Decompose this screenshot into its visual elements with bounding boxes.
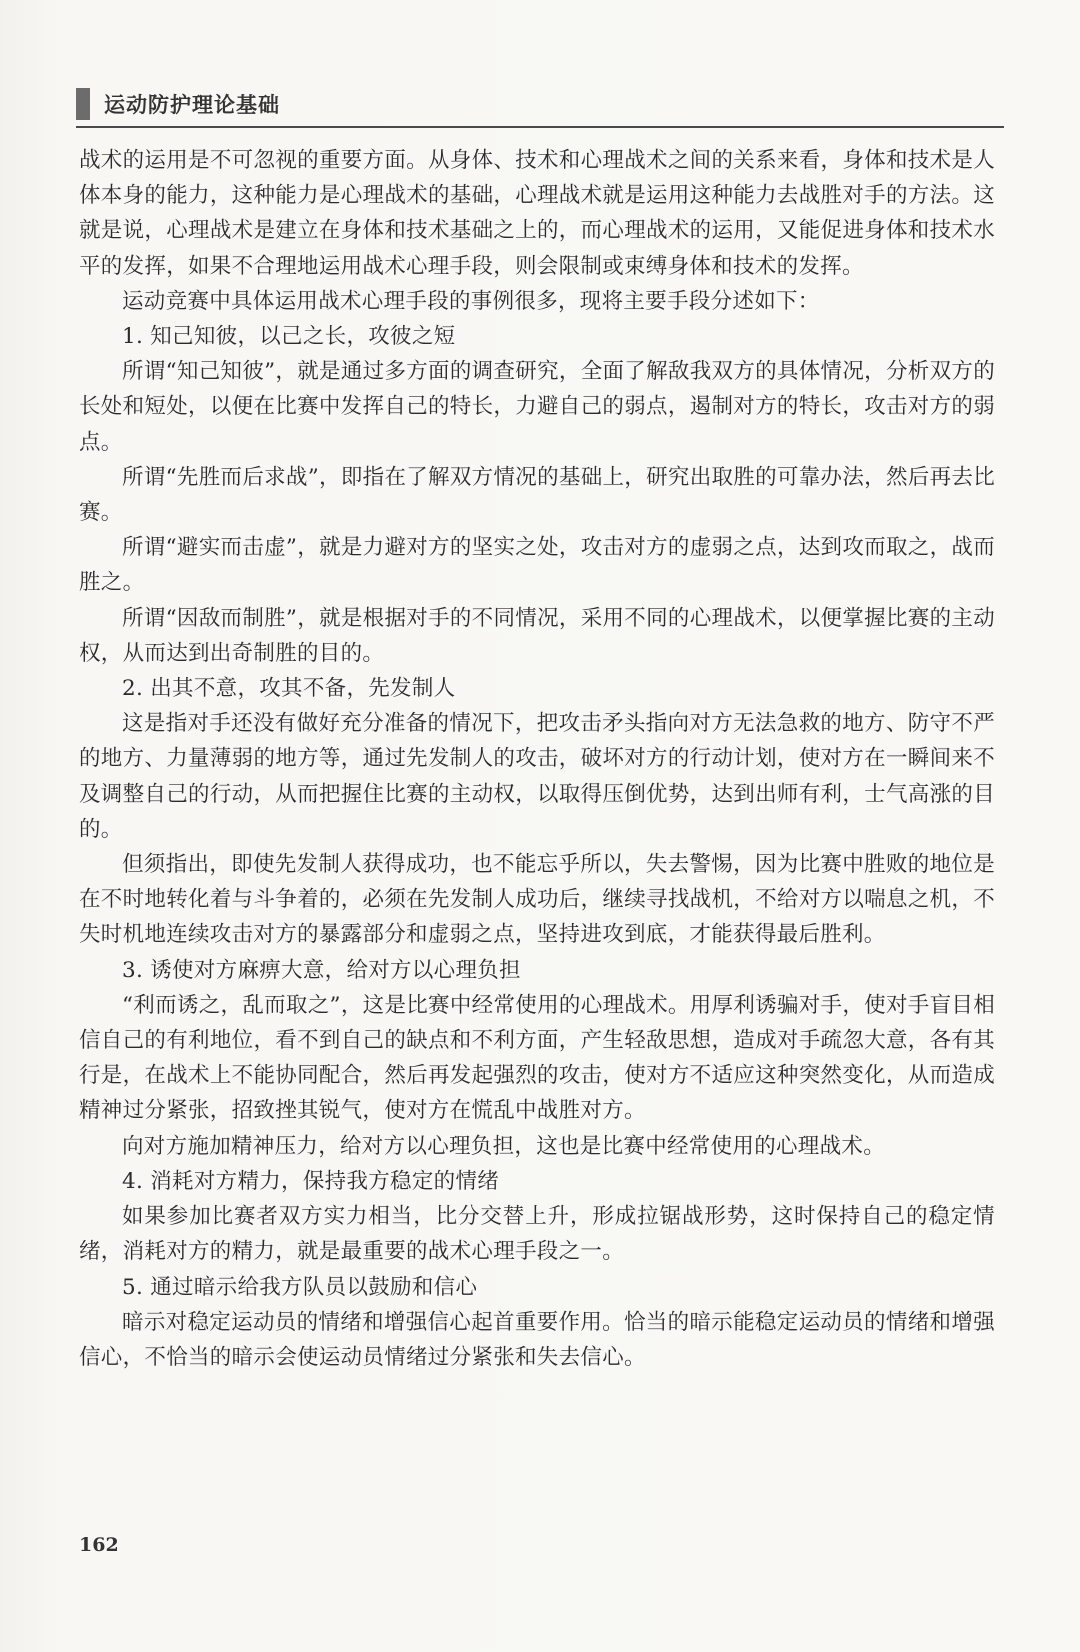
paragraph: 暗示对稳定运动员的情绪和增强信心起首重要作用。恰当的暗示能稳定运动员的情绪和增强信心，不恰当的暗示会使运动员情绪过分紧张和失去信心。 bbox=[79, 1309, 995, 1370]
section-heading: 4. 消耗对方精力，保持我方稳定的情绪 bbox=[122, 1168, 500, 1194]
section-heading: 5. 通过暗示给我方队员以鼓励和信心 bbox=[122, 1274, 478, 1300]
header-marker-bar bbox=[76, 88, 90, 120]
paragraph: “利而诱之，乱而取之”，这是比赛中经常使用的心理战术。用厚利诱骗对手，使对手盲目相信自己的有利地位，看不到自己的缺点和不利方面，产生轻敌思想，造成对手疏忽大意，各有其行是，在战术上不能协同配合，然后再发起强烈的攻击，使对方不适应这种突然变化，从而造成精神过分紧张，招致挫其锐气，使对方在慌乱中战胜对方。 bbox=[79, 992, 995, 1124]
paragraph: 但须指出，即使先发制人获得成功，也不能忘乎所以，失去警惕，因为比赛中胜败的地位是在不时地转化着与斗争着的，必须在先发制人成功后，继续寻找战机，不给对方以喘息之机，不失时机地连续攻击对方的暴露部分和虚弱之点，坚持进攻到底，才能获得最后胜利。 bbox=[79, 852, 995, 948]
running-header bbox=[76, 86, 1004, 128]
body-text bbox=[79, 143, 995, 1375]
section-heading: 1. 知己知彼，以己之长，攻彼之短 bbox=[122, 324, 456, 350]
paragraph: 所谓“知己知彼”，就是通过多方面的调查研究，全面了解敌我双方的具体情况，分析双方的长处和短处，以便在比赛中发挥自己的特长，力避自己的弱点，遏制对方的特长，攻击对方的弱点。 bbox=[79, 359, 995, 455]
paragraph: 这是指对手还没有做好充分准备的情况下，把攻击矛头指向对方无法急救的地方、防守不严的地方、力量薄弱的地方等，通过先发制人的攻击，破坏对方的行动计划，使对方在一瞬间来不及调整自己的行动，从而把握住比赛的主动权，以取得压倒优势，达到出师有利，士气高涨的目的。 bbox=[79, 711, 995, 842]
section-heading: 3. 诱使对方麻痹大意，给对方以心理负担 bbox=[122, 957, 521, 983]
paragraph: 所谓“避实而击虚”，就是力避对方的坚实之处，攻击对方的虚弱之点，达到攻而取之，战而胜之。 bbox=[79, 535, 995, 596]
paragraph: 如果参加比赛者双方实力相当，比分交替上升，形成拉锯战形势，这时保持自己的稳定情绪，消耗对方的精力，就是最重要的战术心理手段之一。 bbox=[79, 1204, 995, 1265]
paragraph: 所谓“因敌而制胜”，就是根据对手的不同情况，采用不同的心理战术，以便掌握比赛的主动权，从而达到出奇制胜的目的。 bbox=[79, 605, 995, 666]
page-number: 162 bbox=[79, 1534, 119, 1556]
paragraph: 战术的运用是不可忽视的重要方面。从身体、技术和心理战术之间的关系来看，身体和技术是人体本身的能力，这种能力是心理战术的基础，心理战术就是运用这种能力去战胜对手的方法。这就是说，心理战术是建立在身体和技术基础之上的，而心理战术的运用，又能促进身体和技术水平的发挥，如果不合理地运用战术心理手段，则会限制或束缚身体和技术的发挥。 bbox=[79, 148, 995, 279]
paragraph: 所谓“先胜而后求战”，即指在了解双方情况的基础上，研究出取胜的可靠办法，然后再去比赛。 bbox=[79, 464, 995, 526]
paragraph: 向对方施加精神压力，给对方以心理负担，这也是比赛中经常使用的心理战术。 bbox=[122, 1133, 886, 1159]
paragraph: 运动竞赛中具体运用战术心理手段的事例很多，现将主要手段分述如下： bbox=[122, 288, 820, 314]
section-heading: 2. 出其不意，攻其不备，先发制人 bbox=[122, 676, 456, 702]
chapter-title: 运动防护理论基础 bbox=[104, 93, 280, 117]
